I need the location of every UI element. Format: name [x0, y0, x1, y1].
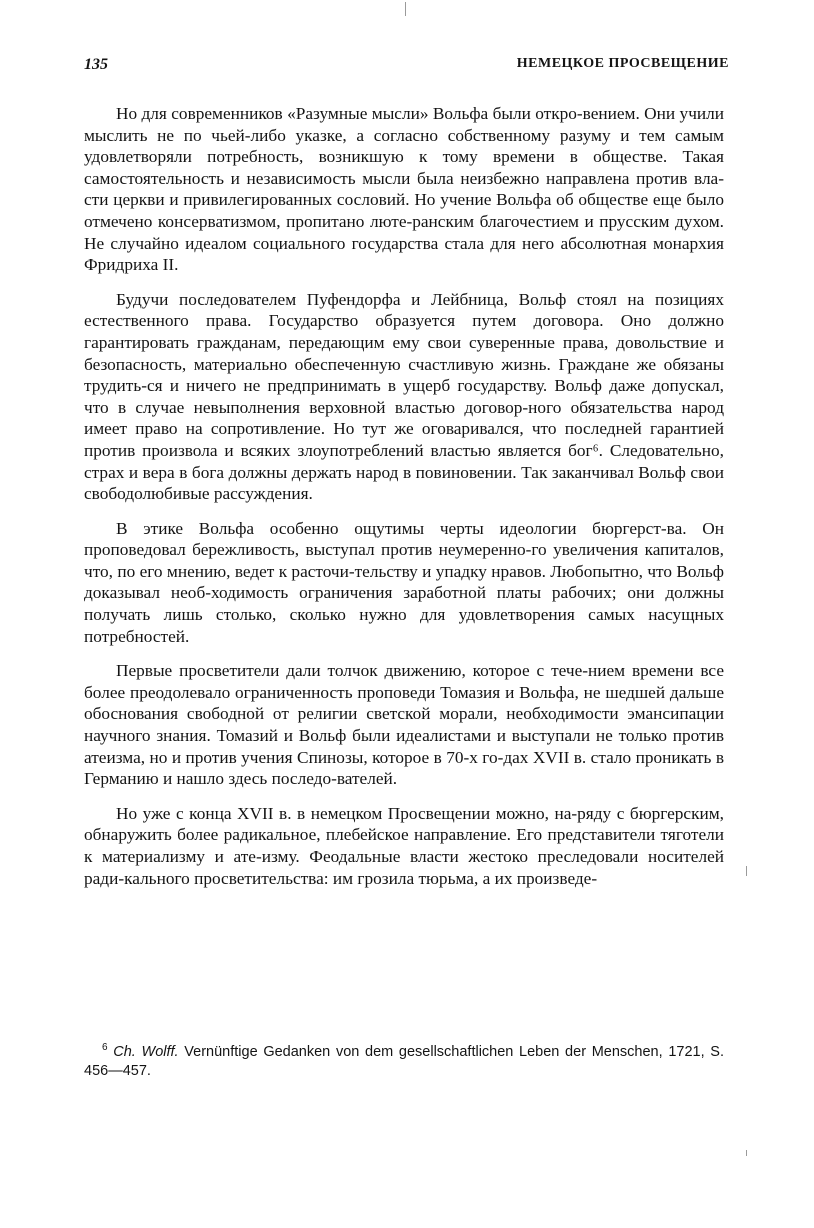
paragraph: Но для современников «Разумные мысли» Вольфа были откро-вением. Они учили мыслить не по чьей-либо указке, а согласно собственному разуму и тем самым удовлетворяли потребность, возникшую к тому времени в обществе. Такая самостоятельность и независимость мысли была неизбежно направлена против вла-сти церкви и привилегированных сословий. Но учение Вольфа об обществе еще было отмечено консерватизмом, пропитано люте-ранским благочестием и прусским духом. Не случайно идеалом социального государства стала для него абсолютная монархия Фридриха II.: [84, 104, 724, 275]
footnote: [84, 1038, 724, 1081]
paragraph: Но уже с конца XVII в. в немецком Просвещении можно, на-ряду с бюргерским, обнаружить более радикальное, плебейское направление. Его представители тяготели к материализму и ате-изму. Феодальные власти жестоко преследовали носителей ради-кального просветительства: им грозила тюрьма, а их произведе-: [84, 803, 724, 888]
page-number: 135: [84, 56, 108, 73]
footnote-author: Ch. Wolff.: [113, 1043, 179, 1060]
paragraph: Первые просветители дали толчок движению, которое с тече-нием времени все более преодолевало ограниченность проповеди Томазия и Вольфа, не шедшей дальше обоснования свободной от религии светской морали, необходимости эмансипации научного знания. Томазий и Вольф были идеалистами и выступали не только против атеизма, но и против учения Спинозы, которое в 70-х го-дах XVII в. стало проникать в Германию и нашло здесь последо-вателей.: [84, 661, 724, 789]
paragraph: Будучи последователем Пуфендорфа и Лейбница, Вольф стоял на позициях естественного права. Государство образуется путем договора. Оно должно гарантировать гражданам, передающим ему свои суверенные права, довольствие и безопасность, материально обеспеченную счастливую жизнь. Граждане же обязаны трудить-ся и ничего не предпринимать в ущерб государству. Вольф даже допускал, что в случае невыполнения верховной властью договор-ного обязательства народ имеет право на сопротивление. Но тут же оговаривался, что последней гарантией против произвола и всяких злоупотреблений властью является бог⁶. Следовательно, страх и вера в бога должны держать народ в повиновении. Так заканчивал Вольф свои свободолюбивые рассуждения.: [84, 289, 724, 504]
footnote-area: [84, 1038, 724, 1081]
scan-artifact: [746, 866, 747, 876]
scan-artifact: [405, 2, 406, 16]
footnote-mark: 6: [102, 1042, 108, 1053]
paragraph: В этике Вольфа особенно ощутимы черты идеологии бюргерст-ва. Он проповедовал бережливость, выступал против неумеренно-го увеличения капиталов, что, по его мнению, ведет к расточи-тельству и упадку нравов. Любопытно, что Вольф доказывал необ-ходимость ограничения заработной платы рабочих; они должны получать лишь столько, сколько нужно для удовлетворения самых насущных потребностей.: [84, 518, 724, 646]
scan-artifact: [746, 1150, 747, 1156]
running-head: НЕМЕЦКОЕ ПРОСВЕЩЕНИЕ: [516, 56, 729, 71]
footnote-text: Vernünftige Gedanken von dem gesellschaftlichen Leben der Menschen, 1721, S. 456—457.: [84, 1043, 725, 1079]
body-text: [84, 103, 724, 902]
page-header: [84, 56, 729, 82]
